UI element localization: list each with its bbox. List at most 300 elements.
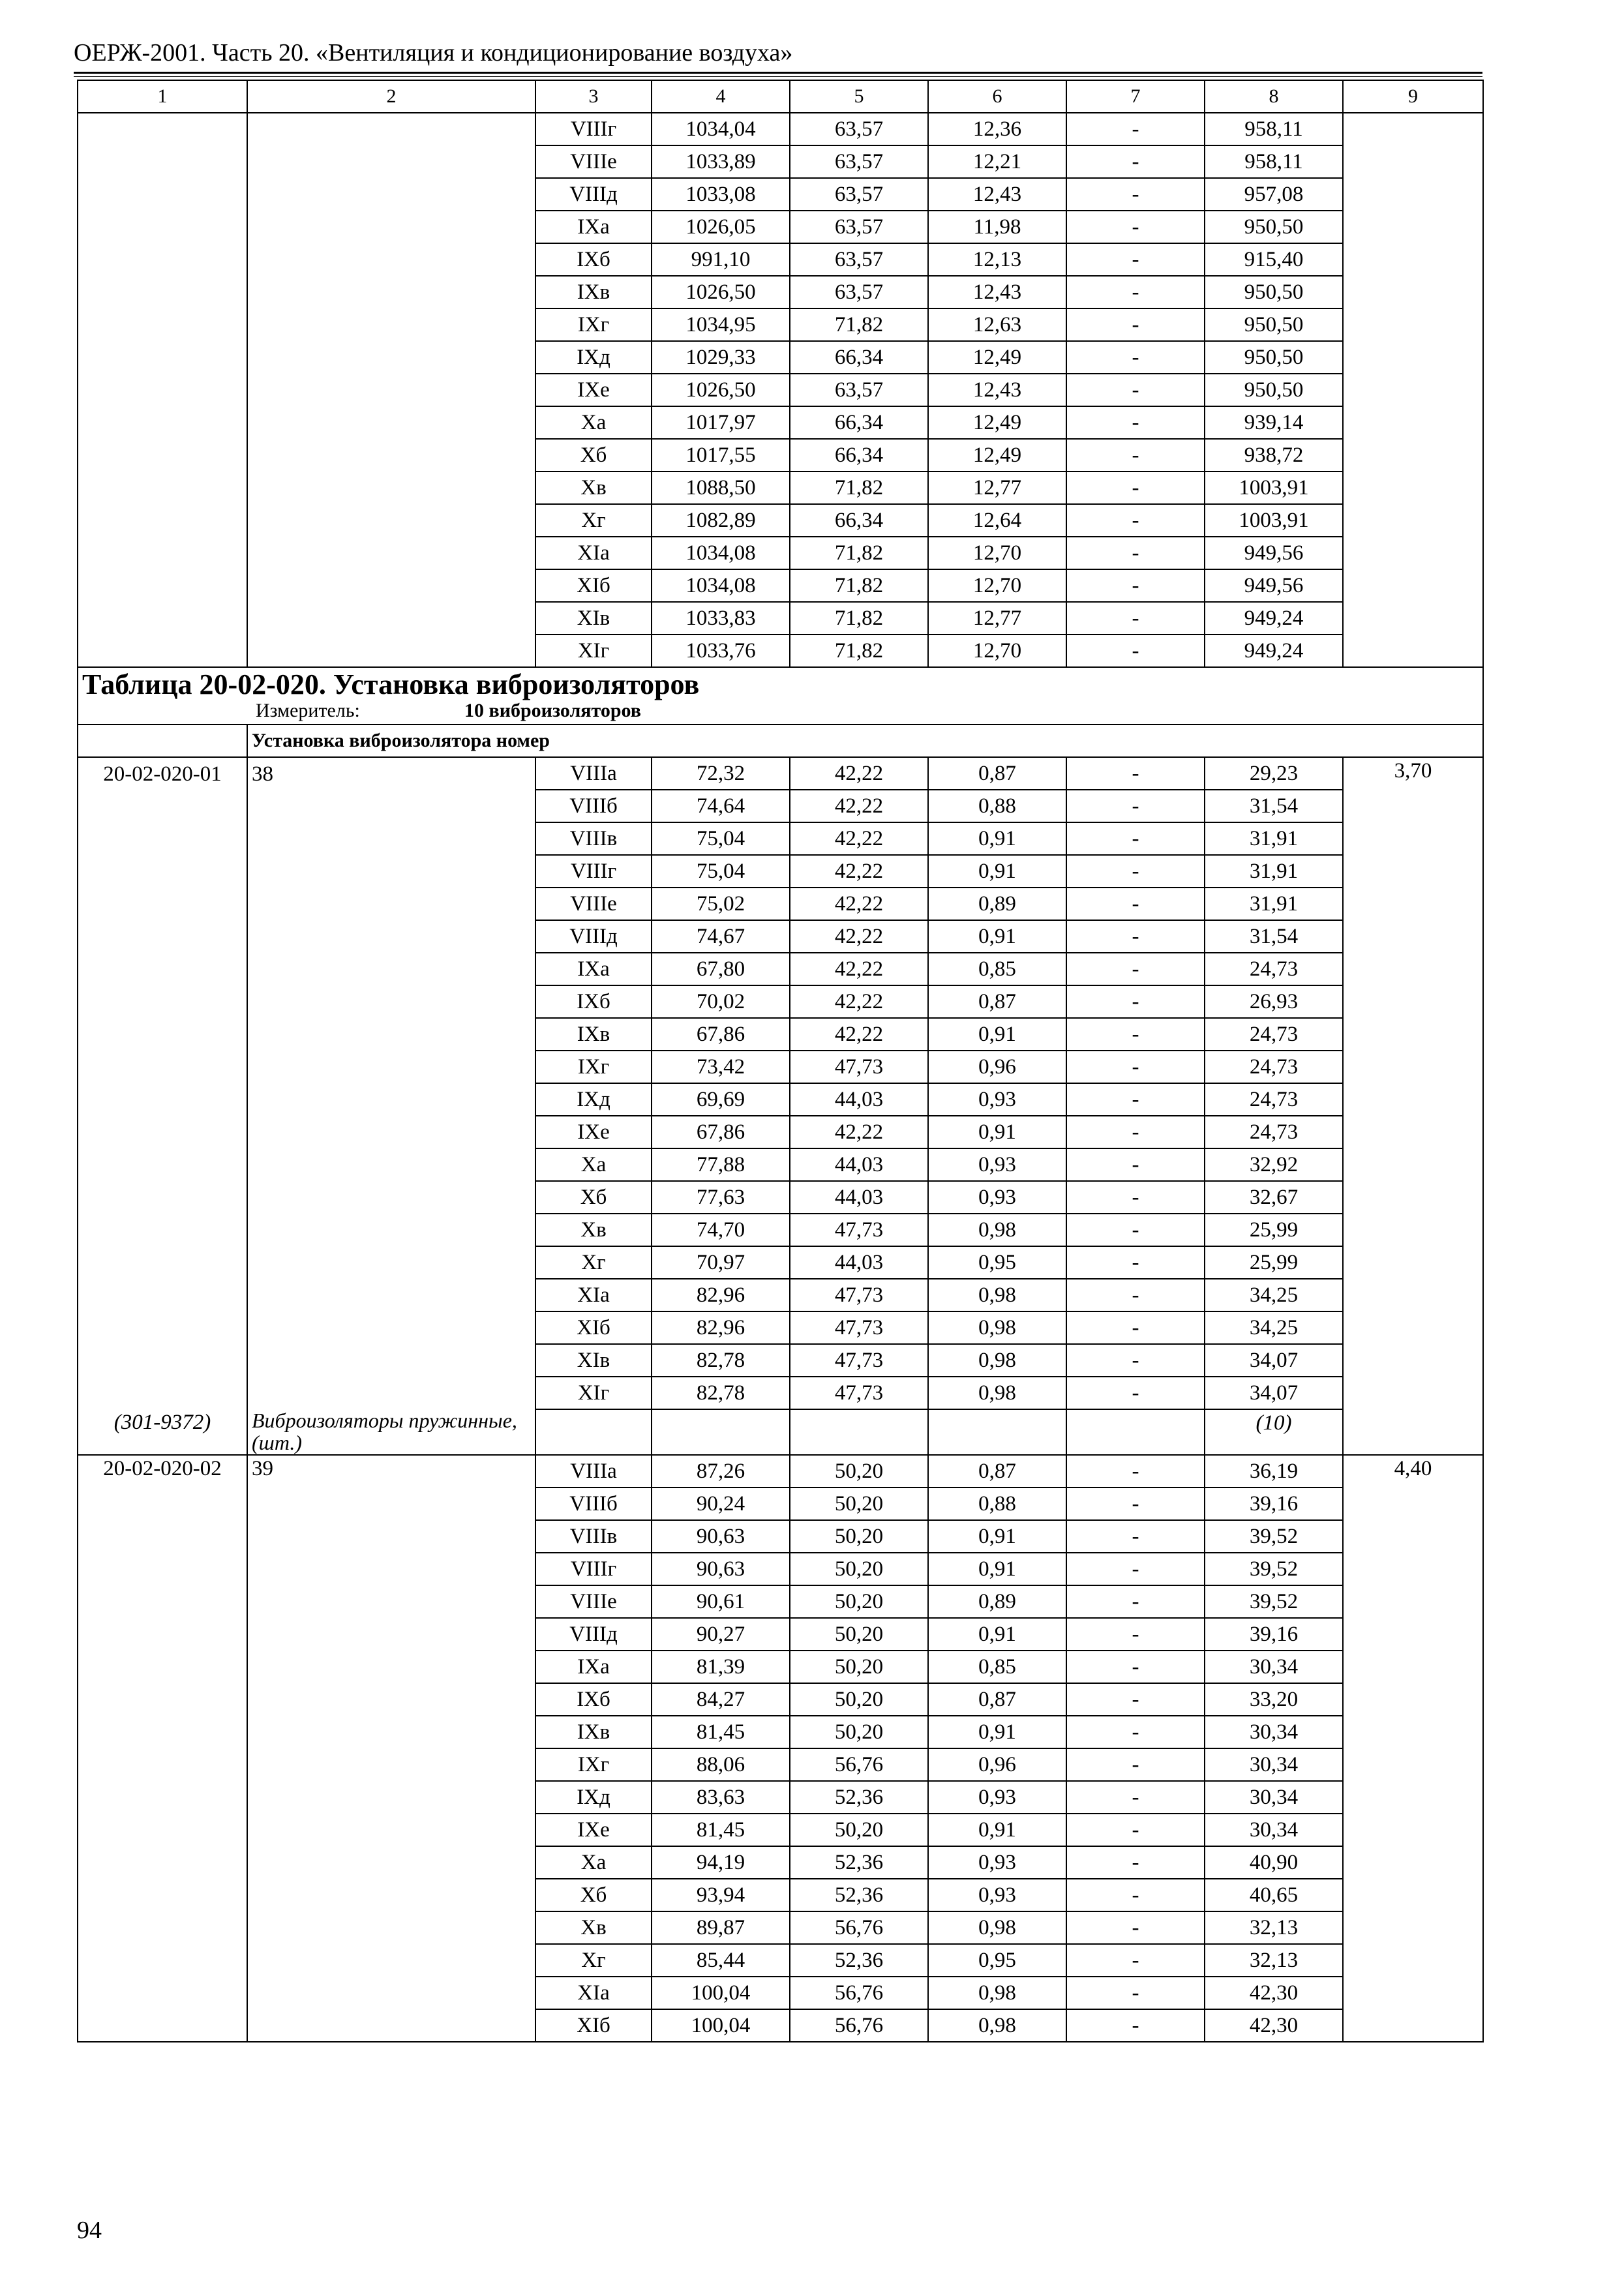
table-cell: 81,45	[652, 1814, 790, 1846]
table-cell: -	[1066, 757, 1205, 790]
table-cell: 0,93	[928, 1846, 1066, 1879]
table-cell: 50,20	[790, 1488, 928, 1520]
table-cell: 52,36	[790, 1846, 928, 1879]
table-cell: 39,52	[1205, 1585, 1343, 1618]
table-cell: 63,57	[790, 113, 928, 145]
table-cell: -	[1066, 1148, 1205, 1181]
table-cell: 958,11	[1205, 113, 1343, 145]
table-cell: 44,03	[790, 1148, 928, 1181]
table-cell: XIг	[535, 1377, 652, 1409]
table-cell: 52,36	[790, 1944, 928, 1977]
table-cell: 50,20	[790, 1455, 928, 1488]
meter-label: Измеритель:	[256, 700, 360, 721]
table-cell: -	[1066, 888, 1205, 920]
empty-cell	[78, 1214, 247, 1246]
empty-cell	[78, 1246, 247, 1279]
empty-cell	[247, 1148, 535, 1181]
table-cell: 958,11	[1205, 145, 1343, 178]
table-cell: 1034,95	[652, 308, 790, 341]
table-cell: 32,13	[1205, 1911, 1343, 1944]
table-cell: 1034,08	[652, 537, 790, 569]
table-cell: 25,99	[1205, 1214, 1343, 1246]
table-cell: 950,50	[1205, 308, 1343, 341]
column-header: 3	[535, 80, 652, 113]
table-row	[78, 1148, 1483, 1181]
table-cell: 991,10	[652, 243, 790, 276]
empty-cell	[78, 1083, 247, 1116]
table-cell: 0,98	[928, 1311, 1066, 1344]
empty-cell	[247, 822, 535, 855]
table-cell: 0,91	[928, 1553, 1066, 1585]
table-cell: 950,50	[1205, 374, 1343, 406]
empty-cell	[78, 985, 247, 1018]
table-cell: 63,57	[790, 145, 928, 178]
table-cell: 71,82	[790, 635, 928, 667]
table-cell: 1003,91	[1205, 504, 1343, 537]
table-cell: 949,24	[1205, 602, 1343, 635]
table-cell: 0,93	[928, 1879, 1066, 1911]
empty-cell	[247, 1018, 535, 1051]
table-cell: 82,96	[652, 1311, 790, 1344]
table-cell: 87,26	[652, 1455, 790, 1488]
table-cell: 31,91	[1205, 855, 1343, 888]
table-cell: Xб	[535, 439, 652, 471]
table-cell: 63,57	[790, 178, 928, 211]
empty-cell	[78, 1116, 247, 1148]
table-cell: 82,78	[652, 1344, 790, 1377]
table-row	[78, 113, 1483, 145]
table-cell: 56,76	[790, 1977, 928, 2009]
table-cell: 26,93	[1205, 985, 1343, 1018]
table-cell: 25,99	[1205, 1246, 1343, 1279]
table-cell: 34,07	[1205, 1344, 1343, 1377]
table-cell: 42,22	[790, 790, 928, 822]
table-cell: 67,86	[652, 1116, 790, 1148]
table-cell: 82,96	[652, 1279, 790, 1311]
empty-cell	[247, 1116, 535, 1148]
table-cell: 88,06	[652, 1748, 790, 1781]
table-cell: 75,04	[652, 855, 790, 888]
table-cell: 42,22	[790, 888, 928, 920]
table-cell: 66,34	[790, 439, 928, 471]
table-cell: 31,91	[1205, 888, 1343, 920]
empty-cell	[247, 920, 535, 953]
table-cell: 0,98	[928, 1911, 1066, 1944]
table-cell: -	[1066, 308, 1205, 341]
empty-cell	[247, 1246, 535, 1279]
material-name: Виброизоляторы пружинные, (шт.)	[247, 1409, 535, 1455]
table-cell: 100,04	[652, 1977, 790, 2009]
table-cell: 52,36	[790, 1879, 928, 1911]
table-cell: 0,87	[928, 1455, 1066, 1488]
table-cell: 12,70	[928, 635, 1066, 667]
table-cell: 42,22	[790, 920, 928, 953]
table-cell: 0,91	[928, 1814, 1066, 1846]
table-cell: 12,49	[928, 341, 1066, 374]
table-cell: 47,73	[790, 1279, 928, 1311]
table-cell: 0,91	[928, 1716, 1066, 1748]
empty-cell	[78, 1377, 247, 1409]
column-header: 9	[1343, 80, 1483, 113]
table-cell: 32,13	[1205, 1944, 1343, 1977]
table-cell: -	[1066, 1214, 1205, 1246]
table-cell: 1033,83	[652, 602, 790, 635]
empty-cell	[78, 1279, 247, 1311]
table-cell: 0,93	[928, 1181, 1066, 1214]
table-cell: 12,43	[928, 276, 1066, 308]
table-cell: 12,21	[928, 145, 1066, 178]
table-cell: 84,27	[652, 1683, 790, 1716]
column-header: 6	[928, 80, 1066, 113]
table-cell: IXа	[535, 211, 652, 243]
table-cell: 1088,50	[652, 471, 790, 504]
table-cell: 24,73	[1205, 1051, 1343, 1083]
empty-cell	[78, 888, 247, 920]
table-row	[78, 1181, 1483, 1214]
table-cell: -	[1066, 374, 1205, 406]
empty-cell	[78, 920, 247, 953]
table-cell: 1082,89	[652, 504, 790, 537]
table-cell: 82,78	[652, 1377, 790, 1409]
table-cell: 0,91	[928, 822, 1066, 855]
table-cell: 47,73	[790, 1344, 928, 1377]
table-row	[78, 1377, 1483, 1409]
table-cell: 30,34	[1205, 1651, 1343, 1683]
table-cell: -	[1066, 1618, 1205, 1651]
empty-cell	[247, 1181, 535, 1214]
table-cell: 75,04	[652, 822, 790, 855]
table-cell: Xа	[535, 1148, 652, 1181]
table-cell: VIIIг	[535, 113, 652, 145]
rate-number: 38	[247, 757, 535, 790]
table-row	[78, 888, 1483, 920]
table-cell: IXе	[535, 1814, 652, 1846]
table-cell: 81,39	[652, 1651, 790, 1683]
table-cell: -	[1066, 1311, 1205, 1344]
table-row	[78, 1083, 1483, 1116]
table-cell: -	[1066, 471, 1205, 504]
table-cell: 50,20	[790, 1716, 928, 1748]
table-cell: 39,16	[1205, 1618, 1343, 1651]
table-cell: 42,22	[790, 953, 928, 985]
table-cell: Xб	[535, 1879, 652, 1911]
table-cell: -	[1066, 2009, 1205, 2042]
table-cell: 949,24	[1205, 635, 1343, 667]
table-cell: 1026,50	[652, 276, 790, 308]
table-cell: Xг	[535, 1246, 652, 1279]
table-cell: 50,20	[790, 1683, 928, 1716]
table-cell: 0,91	[928, 920, 1066, 953]
empty-cell	[928, 1409, 1066, 1455]
table-cell: 70,02	[652, 985, 790, 1018]
table-cell: 30,34	[1205, 1781, 1343, 1814]
table-row	[78, 1246, 1483, 1279]
table-cell: 34,25	[1205, 1279, 1343, 1311]
table-cell: -	[1066, 635, 1205, 667]
empty-cell	[78, 1051, 247, 1083]
table-cell: XIа	[535, 537, 652, 569]
table-cell: VIIIа	[535, 1455, 652, 1488]
table-cell: 1033,76	[652, 635, 790, 667]
table-cell: 12,36	[928, 113, 1066, 145]
table-cell: 0,91	[928, 1018, 1066, 1051]
table-cell: 0,89	[928, 888, 1066, 920]
subheading: Установка виброизолятора номер	[247, 725, 1483, 757]
empty-cell	[78, 855, 247, 888]
table-cell: 42,22	[790, 1116, 928, 1148]
table-cell: -	[1066, 211, 1205, 243]
table-cell: 24,73	[1205, 953, 1343, 985]
table-cell: 0,85	[928, 1651, 1066, 1683]
table-cell: 0,98	[928, 2009, 1066, 2042]
table-cell: -	[1066, 953, 1205, 985]
table-cell: 0,88	[928, 790, 1066, 822]
table-cell: 30,34	[1205, 1748, 1343, 1781]
table-cell: XIб	[535, 2009, 652, 2042]
table-cell: 36,19	[1205, 1455, 1343, 1488]
table-cell: IXв	[535, 276, 652, 308]
table-cell: 50,20	[790, 1585, 928, 1618]
table-cell: 34,25	[1205, 1311, 1343, 1344]
table-cell: -	[1066, 1018, 1205, 1051]
table-cell: 1026,05	[652, 211, 790, 243]
table-cell: -	[1066, 1781, 1205, 1814]
table-cell: -	[1066, 1520, 1205, 1553]
table-cell: IXе	[535, 1116, 652, 1148]
empty-cell	[247, 1051, 535, 1083]
table-cell: 0,91	[928, 855, 1066, 888]
table-cell: 12,70	[928, 569, 1066, 602]
table-cell: 74,67	[652, 920, 790, 953]
table-cell: -	[1066, 1651, 1205, 1683]
col9-value: 4,40	[1343, 1455, 1483, 2042]
table-cell: 44,03	[790, 1083, 928, 1116]
table-cell: 950,50	[1205, 211, 1343, 243]
table-title: Таблица 20-02-020. Установка виброизоляторов	[82, 668, 700, 700]
code-cell	[78, 113, 247, 667]
table-cell: Xг	[535, 1944, 652, 1977]
empty-cell	[247, 1279, 535, 1311]
table-cell: IXд	[535, 341, 652, 374]
table-cell: Xб	[535, 1181, 652, 1214]
empty-cell	[78, 822, 247, 855]
table-cell: -	[1066, 855, 1205, 888]
table-row	[78, 855, 1483, 888]
table-cell: 1034,08	[652, 569, 790, 602]
table-cell: 0,93	[928, 1148, 1066, 1181]
table-cell: 63,57	[790, 276, 928, 308]
col9-cell	[1343, 113, 1483, 667]
empty-cell	[247, 1083, 535, 1116]
table-cell: XIа	[535, 1279, 652, 1311]
table-cell: Xв	[535, 471, 652, 504]
table-cell: -	[1066, 1977, 1205, 2009]
table-cell: 31,54	[1205, 790, 1343, 822]
empty-cell	[78, 953, 247, 985]
table-row	[78, 1018, 1483, 1051]
table-cell: 85,44	[652, 1944, 790, 1977]
table-cell: 0,87	[928, 1683, 1066, 1716]
empty-cell	[247, 1311, 535, 1344]
table-cell: 50,20	[790, 1618, 928, 1651]
table-cell: 52,36	[790, 1781, 928, 1814]
document-header: ОЕРЖ-2001. Часть 20. «Вентиляция и кондиционирование воздуха»	[74, 39, 793, 67]
material-code: (301-9372)	[78, 1409, 247, 1455]
table-cell: -	[1066, 1051, 1205, 1083]
empty-cell	[78, 1311, 247, 1344]
table-cell: 0,95	[928, 1246, 1066, 1279]
table-cell: VIIIб	[535, 790, 652, 822]
table-cell: Xв	[535, 1911, 652, 1944]
table-cell: -	[1066, 1116, 1205, 1148]
empty-cell	[78, 1181, 247, 1214]
empty-cell	[78, 1344, 247, 1377]
table-row	[78, 1214, 1483, 1246]
table-cell: 950,50	[1205, 276, 1343, 308]
table-cell: IXа	[535, 953, 652, 985]
description-cell	[247, 113, 535, 667]
table-cell: -	[1066, 178, 1205, 211]
table-cell: 0,91	[928, 1618, 1066, 1651]
table-row	[78, 1344, 1483, 1377]
table-cell: 1029,33	[652, 341, 790, 374]
table-cell: 63,57	[790, 374, 928, 406]
table-cell: 11,98	[928, 211, 1066, 243]
table-cell: 12,64	[928, 504, 1066, 537]
table-row	[78, 757, 1483, 790]
table-cell: 938,72	[1205, 439, 1343, 471]
table-cell: -	[1066, 790, 1205, 822]
meter-value: 10 виброизоляторов	[464, 700, 641, 721]
table-cell: 66,34	[790, 406, 928, 439]
table-cell: 1017,97	[652, 406, 790, 439]
table-cell: 0,91	[928, 1520, 1066, 1553]
table-cell: 0,87	[928, 985, 1066, 1018]
empty-cell	[247, 1214, 535, 1246]
table-cell: 12,77	[928, 471, 1066, 504]
page-number: 94	[77, 2217, 102, 2244]
table-cell: XIв	[535, 1344, 652, 1377]
rates-table	[77, 80, 1484, 2042]
table-cell: 42,22	[790, 822, 928, 855]
table-cell: -	[1066, 504, 1205, 537]
empty-cell	[247, 985, 535, 1018]
table-cell: 70,97	[652, 1246, 790, 1279]
rate-number: 39	[247, 1455, 535, 2042]
table-cell: 1003,91	[1205, 471, 1343, 504]
table-cell: -	[1066, 1181, 1205, 1214]
rate-code: 20-02-020-01	[78, 757, 247, 790]
table-cell: -	[1066, 1344, 1205, 1377]
table-cell: 1033,08	[652, 178, 790, 211]
table-cell: 89,87	[652, 1911, 790, 1944]
table-cell: 33,20	[1205, 1683, 1343, 1716]
header-rule-thin	[74, 76, 1482, 77]
table-cell: 0,88	[928, 1488, 1066, 1520]
meter-line	[256, 698, 1479, 724]
table-cell: 74,64	[652, 790, 790, 822]
table-cell: 0,96	[928, 1051, 1066, 1083]
table-cell: Xа	[535, 1846, 652, 1879]
table-cell: 71,82	[790, 602, 928, 635]
table-cell: 42,22	[790, 985, 928, 1018]
table-cell: 50,20	[790, 1651, 928, 1683]
table-cell: 0,98	[928, 1977, 1066, 2009]
table-title-row	[78, 667, 1483, 725]
table-cell: 50,20	[790, 1520, 928, 1553]
empty-cell	[78, 1148, 247, 1181]
table-cell: VIIIд	[535, 178, 652, 211]
table-cell: -	[1066, 1814, 1205, 1846]
table-cell: 63,57	[790, 211, 928, 243]
table-cell: 0,87	[928, 757, 1066, 790]
table-cell: VIIIд	[535, 1618, 652, 1651]
table-cell: -	[1066, 1455, 1205, 1488]
table-cell: 12,43	[928, 178, 1066, 211]
table-row	[78, 1051, 1483, 1083]
empty-cell	[78, 790, 247, 822]
table-cell: 39,52	[1205, 1553, 1343, 1585]
table-cell: 32,92	[1205, 1148, 1343, 1181]
table-cell: 12,49	[928, 439, 1066, 471]
table-cell: IXг	[535, 1051, 652, 1083]
empty-cell	[652, 1409, 790, 1455]
table-cell: -	[1066, 537, 1205, 569]
empty-cell	[78, 725, 247, 757]
table-cell: 939,14	[1205, 406, 1343, 439]
table-cell: 24,73	[1205, 1116, 1343, 1148]
table-cell: 73,42	[652, 1051, 790, 1083]
table-cell: -	[1066, 1879, 1205, 1911]
table-cell: -	[1066, 569, 1205, 602]
table-cell: 1026,50	[652, 374, 790, 406]
empty-cell	[1066, 1409, 1205, 1455]
table-cell: 42,30	[1205, 2009, 1343, 2042]
table-cell: 69,69	[652, 1083, 790, 1116]
table-cell: VIIIб	[535, 1488, 652, 1520]
table-cell: XIв	[535, 602, 652, 635]
empty-cell	[247, 953, 535, 985]
table-cell: 950,50	[1205, 341, 1343, 374]
table-cell: VIIIг	[535, 1553, 652, 1585]
table-cell: 56,76	[790, 1748, 928, 1781]
table-cell: -	[1066, 985, 1205, 1018]
table-cell: XIб	[535, 569, 652, 602]
table-cell: 71,82	[790, 308, 928, 341]
table-cell: -	[1066, 1716, 1205, 1748]
table-cell: -	[1066, 602, 1205, 635]
table-row	[78, 953, 1483, 985]
table-row	[78, 822, 1483, 855]
table-cell: 0,98	[928, 1279, 1066, 1311]
table-cell: 39,16	[1205, 1488, 1343, 1520]
empty-cell	[247, 1344, 535, 1377]
table-cell: 83,63	[652, 1781, 790, 1814]
table-cell: IXв	[535, 1716, 652, 1748]
table-cell: VIIIе	[535, 145, 652, 178]
table-cell: 77,63	[652, 1181, 790, 1214]
table-cell: IXв	[535, 1018, 652, 1051]
table-cell: 31,54	[1205, 920, 1343, 953]
empty-cell	[247, 1377, 535, 1409]
table-cell: XIб	[535, 1311, 652, 1344]
table-cell: IXб	[535, 243, 652, 276]
table-cell: XIг	[535, 635, 652, 667]
table-cell: Xг	[535, 504, 652, 537]
table-cell: 90,61	[652, 1585, 790, 1618]
table-cell: 71,82	[790, 569, 928, 602]
table-row	[78, 1279, 1483, 1311]
